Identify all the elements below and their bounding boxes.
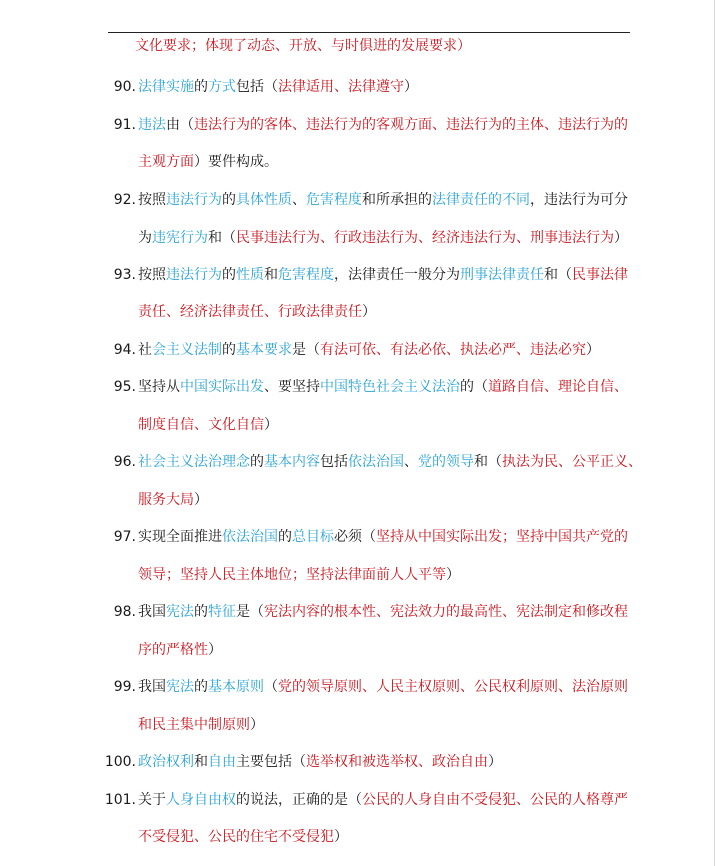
body-text: 按照 [138,267,166,283]
body-text: 、要坚持 [264,379,320,395]
body-text: 、 [292,192,306,208]
answer-text: 法律适用、法律遵守 [278,79,404,95]
item-number: 97. [113,529,136,545]
body-text: 坚持从 [138,379,180,395]
body-text: 实现全面推进 [138,529,222,545]
highlight-term: 刑事法律责任 [460,267,544,283]
body-text: 主要包括（ [236,754,306,770]
body-text: ） [208,642,222,658]
item-number: 95. [113,379,136,395]
body-text: 的 [278,529,292,545]
item-line [0,377,628,397]
item-line [0,77,418,97]
body-text: 是（ [292,342,320,358]
item-line [0,265,628,285]
body-text: 的 [250,454,264,470]
continuation-line [0,152,278,172]
body-text: 必须（ [334,529,376,545]
highlight-term: 性质 [236,267,264,283]
item-number: 93. [113,267,136,283]
body-text: （ [264,679,278,695]
answer-text: 民事违法行为、行政违法行为、经济违法行为、刑事违法行为 [236,230,614,246]
item-line [0,790,628,810]
answer-text: 不受侵犯、公民的住宅不受侵犯 [138,829,334,845]
continuation-line [0,565,460,585]
answer-text: 宪法内容的根本性、宪法效力的最高性、宪法制定和修改程 [264,604,628,620]
answer-text: 主观方面 [138,154,194,170]
body-text: 和 [194,754,208,770]
highlight-term: 依法治国 [348,454,404,470]
answer-text: 文化要求；体现了动态、开放、与时俱进的发展要求） [135,38,471,54]
answer-text: 公民的人身自由不受侵犯、公民的人格尊严 [362,792,628,808]
body-text: 是（ [236,604,264,620]
body-text: ） [194,492,208,508]
body-text: ，法律责任一般分为 [334,267,460,283]
item-line [0,115,628,135]
continuation-line [0,302,376,322]
answer-text: 制度自信、文化自信 [138,417,264,433]
item-number: 100. [104,754,136,770]
body-text: ，违法行为可分 [530,192,628,208]
body-text: 包括（ [236,79,278,95]
item-number: 94. [113,342,136,358]
highlight-term: 社会主义法治理念 [138,454,250,470]
highlight-term: 危害程度 [306,192,362,208]
continuation-line [0,640,222,660]
highlight-term: 依法治国 [222,529,278,545]
answer-text: 违法行为的客体、违法行为的客观方面、违法行为的主体、违法行为的 [194,117,628,133]
answer-text: 序的严格性 [138,642,208,658]
highlight-term: 总目标 [292,529,334,545]
body-text: ）要件构成。 [194,154,278,170]
answer-text: 道路自信、理论自信、 [488,379,628,395]
body-text: 由（ [166,117,194,133]
body-text: 关于 [138,792,166,808]
answer-text: 和民主集中制原则 [138,717,250,733]
answer-text: 责任、经济法律责任、行政法律责任 [138,304,362,320]
highlight-term: 具体性质 [236,192,292,208]
continuation-line [0,36,471,56]
highlight-term: 方式 [208,79,236,95]
highlight-term: 宪法 [166,604,194,620]
body-text: 和（ [208,230,236,246]
answer-text: 党的领导原则、人民主权原则、公民权利原则、法治原则 [278,679,628,695]
highlight-term: 党的领导 [418,454,474,470]
answer-text: 服务大局 [138,492,194,508]
highlight-term: 基本内容 [264,454,320,470]
body-text: 的 [222,192,236,208]
body-text: 和 [264,267,278,283]
continuation-line [0,228,628,248]
highlight-term: 自由 [208,754,236,770]
item-number: 99. [113,679,136,695]
continuation-line [0,715,264,735]
highlight-term: 危害程度 [278,267,334,283]
answer-text: 坚持从中国实际出发；坚持中国共产党的 [376,529,628,545]
highlight-term: 中国特色社会主义法治 [320,379,460,395]
item-line [0,677,628,697]
body-text: 的 [194,604,208,620]
answer-text: 有法可依、有法必依、执法必严、违法必究 [320,342,586,358]
highlight-term: 违法行为 [166,192,222,208]
body-text: 的 [194,679,208,695]
item-number: 90. [113,79,136,95]
item-line [0,602,628,622]
answer-text: 执法为民、公平正义、 [502,454,642,470]
item-number: 96. [113,454,136,470]
header-rule [108,32,630,33]
body-text: ） [334,829,348,845]
body-text: ） [250,717,264,733]
body-text: 按照 [138,192,166,208]
body-text: 为 [138,230,152,246]
body-text: ） [614,230,628,246]
body-text: 和（ [474,454,502,470]
highlight-term: 基本要求 [236,342,292,358]
body-text: 和（ [544,267,572,283]
highlight-term: 特征 [208,604,236,620]
highlight-term: 违宪行为 [152,230,208,246]
item-number: 92. [113,192,136,208]
body-text: 我国 [138,679,166,695]
body-text: 的说法，正确的是（ [236,792,362,808]
highlight-term: 宪法 [166,679,194,695]
body-text: 的（ [460,379,488,395]
item-line [0,190,628,210]
body-text: ） [264,417,278,433]
highlight-term: 违法行为 [166,267,222,283]
body-text: 社 [138,342,152,358]
highlight-term: 中国实际出发 [180,379,264,395]
answer-text: 领导；坚持人民主体地位；坚持法律面前人人平等 [138,567,446,583]
body-text: ） [362,304,376,320]
highlight-term: 人身自由权 [166,792,236,808]
continuation-line [0,415,278,435]
body-text: 包括 [320,454,348,470]
item-number: 91. [113,117,136,133]
body-text: 的 [222,342,236,358]
item-number: 98. [113,604,136,620]
item-line [0,752,502,772]
item-line [0,527,628,547]
item-line [0,452,642,472]
highlight-term: 会主义法制 [152,342,222,358]
answer-text: 民事法律 [572,267,628,283]
body-text: 的 [194,79,208,95]
body-text: ） [586,342,600,358]
body-text: 、 [404,454,418,470]
highlight-term: 法律实施 [138,79,194,95]
continuation-line [0,827,348,847]
item-number: 101. [104,792,136,808]
body-text: 我国 [138,604,166,620]
highlight-term: 基本原则 [208,679,264,695]
body-text: 的 [222,267,236,283]
body-text: ） [446,567,460,583]
continuation-line [0,490,208,510]
answer-text: 选举权和被选举权、政治自由 [306,754,488,770]
highlight-term: 违法 [138,117,166,133]
body-text: ） [404,79,418,95]
highlight-term: 政治权利 [138,754,194,770]
body-text: 和所承担的 [362,192,432,208]
highlight-term: 法律责任的不同 [432,192,530,208]
item-line [0,340,600,360]
body-text: ） [488,754,502,770]
